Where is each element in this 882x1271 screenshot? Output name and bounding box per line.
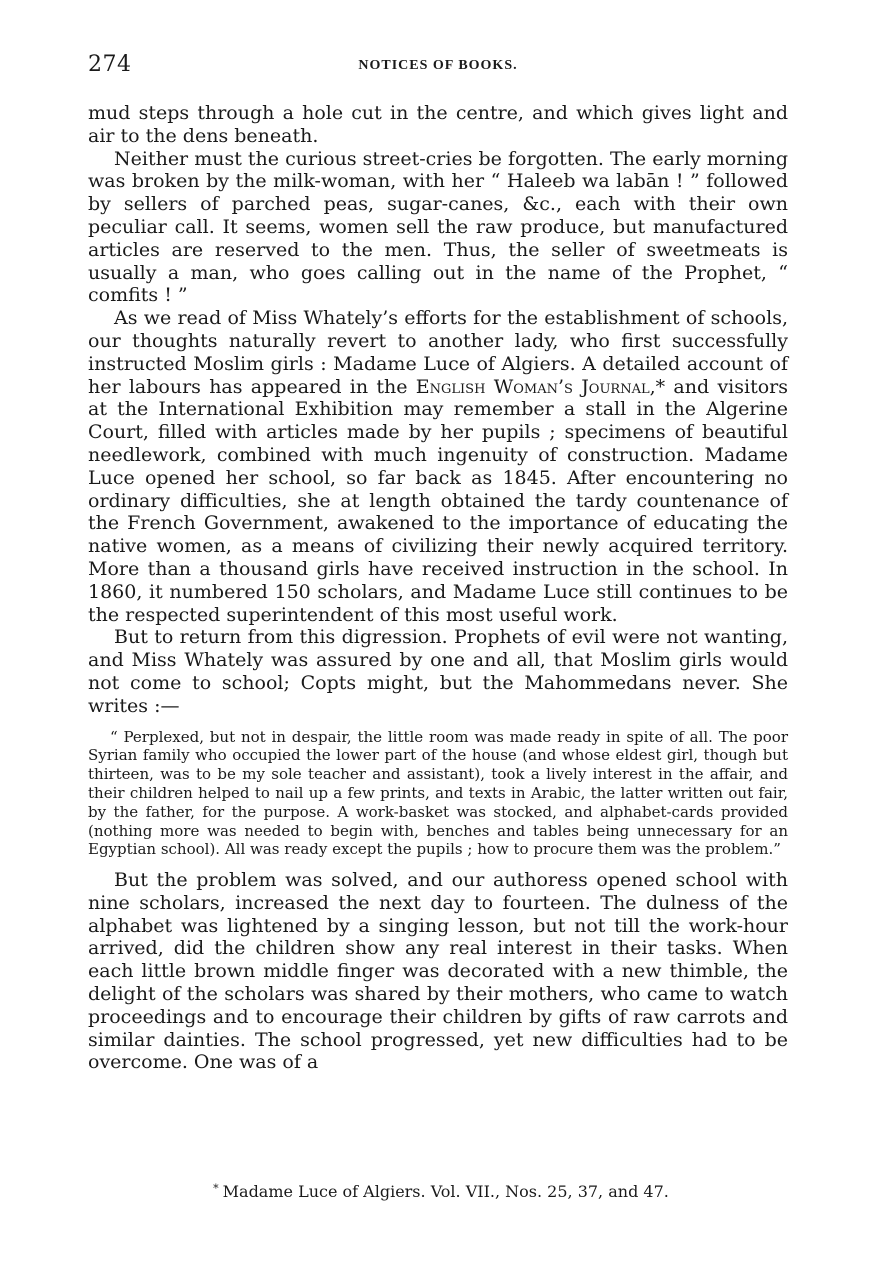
paragraph-3-part-2: * and visitors at the International Exhibition may remember a stall in the Algerine Court, filled with articles made by her pupils ; specimens of beautiful needlework, combined with much ingenuity of construction. Madame Luce opened her school, so far back as 1845. After encountering no ordinary difficulties, she at length obtained the tardy countenance of the French Government, awakened to the importance of educating the native women, as a means of civilizing their newly acquired territory. More than a thousand girls have received instruction in the school. In 1860, it numbered 150 scholars, and Madame Luce still continues to be the respected superintendent of this most useful work. — [88, 375, 788, 626]
footnote-text: Madame Luce of Algiers. Vol. VII., Nos. 25, 37, and 47. — [222, 1182, 669, 1201]
footnote-mark: * — [213, 1182, 219, 1195]
body-text-continued — [88, 869, 788, 1074]
paragraph-3-part-1: As we read of Miss Whately’s efforts for the establishment of schools, our thoughts naturally revert to another lady, who first successfully instructed Moslim girls : Madame Luce of Algiers. A detailed account of her labours has appeared in the — [88, 307, 788, 398]
page-number: 274 — [88, 52, 132, 77]
paragraph-5: But the problem was solved, and our authoress opened school with nine scholars, increased the next day to fourteen. The dulness of the alphabet was lightened by a singing lesson, but not till the work-hour arrived, did the children show any real interest in their tasks. When each little brown middle finger was decorated with a new thimble, the delight of the scholars was shared by their mothers, who came to watch proceedings and to encourage their children by gifts of raw carrots and similar dainties. The school progressed, yet new difficulties had to be overcome. One was of a — [88, 869, 788, 1074]
block-quote — [88, 728, 788, 860]
paragraph-4: But to return from this digression. Prophets of evil were not wanting, and Miss Whately was assured by one and all, that Moslim girls would not come to school; Copts might, but the Mahommedans never. She writes :— — [88, 626, 788, 717]
page-content — [88, 52, 788, 1074]
paragraph-2: Neither must the curious street-cries be forgotten. The early morning was broken by the milk-woman, with her “ Haleeb wa labān ! ” followed by sellers of parched peas, sugar-canes, &c., each with their own peculiar call. It seems, women sell the raw produce, but manufactured articles are reserved to the men. Thus, the seller of sweetmeats is usually a man, who goes calling out in the name of the Prophet, “ comfits ! ” — [88, 147, 788, 307]
paragraph-1: mud steps through a hole cut in the centre, and which gives light and air to the dens beneath. — [88, 102, 788, 147]
journal-title: English Woman’s Journal, — [415, 375, 656, 398]
body-text — [88, 102, 788, 718]
paragraph-3 — [88, 307, 788, 626]
page-header — [88, 52, 788, 84]
quote-text: “ Perplexed, but not in despair, the little room was made ready in spite of all. The poor Syrian family who occupied the lower part of the house (and whose eldest girl, though but thirteen, was to be my sole teacher and assistant), took a lively interest in the affair, and their children helped to nail up a few prints, and texts in Arabic, the latter written out fair, by the father, for the purpose. A work-basket was stocked, and alphabet-cards provided (nothing more was needed to begin with, benches and tables being unnecessary for an Egyptian school). All was ready except the pupils ; how to procure them was the problem.” — [88, 727, 788, 859]
running-title: NOTICES OF BOOKS. — [358, 58, 518, 73]
footnote — [0, 1182, 882, 1201]
